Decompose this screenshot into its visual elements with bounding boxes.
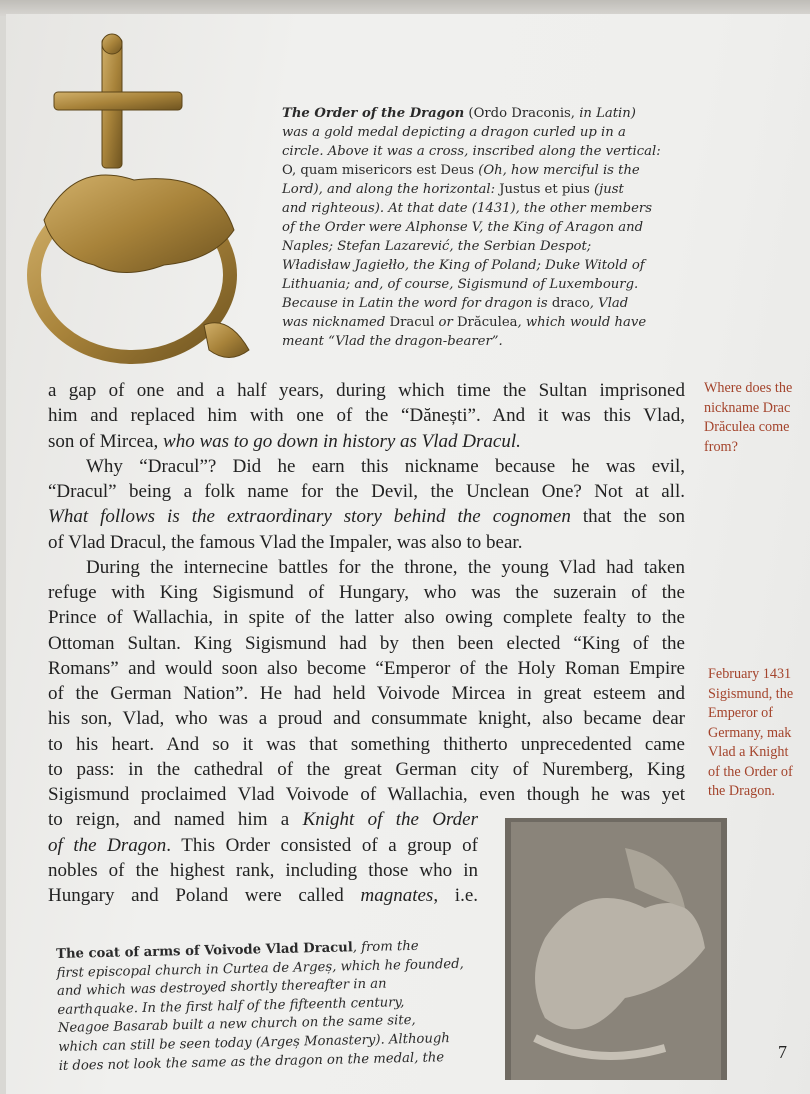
text-segment: to reign, and named him a [48,809,303,831]
text-line [48,403,685,428]
text-segment: his son, Vlad, who was a proud and consummate knight, also became dear [48,708,685,730]
text-line [48,429,685,454]
text-line [282,180,682,199]
text-segment: (Ordo Draconis, [464,106,580,121]
medal-caption [282,104,682,351]
text-segment: Władisław Jagiełło, the King of Poland; Duke Witold of [282,258,645,273]
margin-note-line: Vlad a Knight [708,744,789,760]
text-segment: Romans” and would soon also become “Emperor of the Holy Roman Empire [48,657,685,679]
text-line [48,681,685,706]
text-segment: Because in Latin the word for dragon is [282,296,552,311]
text-line [48,732,685,757]
text-segment: that the son [570,506,685,528]
text-segment: it does not look the same as the dragon on the medal, the [58,1049,445,1074]
text-line [48,580,685,605]
text-line [282,123,682,142]
text-segment: earthquake. In the first half of the fifteenth century, [57,994,405,1018]
text-segment: Sigismund proclaimed Vlad Voivode of Wallachia, even though he was yet [48,784,685,805]
margin-note-line: Drăculea come [704,419,790,435]
text-line [282,142,682,161]
text-segment: of the Dragon [48,834,167,856]
text-line [282,218,682,237]
margin-note-line: Where does the [704,380,793,396]
text-segment: The Order of the Dragon [282,106,465,121]
text-segment: (just [593,182,624,197]
margin-note-line: the Dragon. [708,783,775,799]
text-line [282,332,682,351]
text-segment: Lithuania; and, of course, Sigismund of Luxembourg. [282,277,639,292]
text-line [282,104,682,123]
text-segment: Dracul [389,315,435,330]
text-segment: refuge with King Sigismund of Hungary, who was the suzerain of the [48,582,685,603]
text-segment: of the Order were Alphonse V, the King of Aragon and [282,220,644,235]
order-of-the-dragon-medal-image [14,30,264,370]
text-segment: Neagoe Basarab built a new church on the same site, [57,1013,416,1037]
text-segment: or [434,315,457,330]
margin-note-nickname [704,379,792,457]
coat-of-arms-caption [56,937,466,1076]
text-line [48,656,685,681]
text-segment: draco [551,296,590,311]
text-segment: Justus et pius [499,182,594,197]
text-segment: “Dracul” being a folk name for the Devil, the Unclean One? Not at all. [48,481,685,502]
margin-note-line: Germany, mak [708,724,792,741]
text-segment: and righteous). At that date (1431), the other members [282,201,652,216]
text-line [48,378,685,403]
margin-note-line: of the Order of [708,763,793,780]
text-line [48,782,685,807]
text-segment: , from the [352,938,419,956]
text-segment: was nicknamed [282,315,390,330]
text-line [48,530,685,555]
text-segment: , i.e. [433,885,478,906]
text-line [48,883,478,908]
text-segment: Why “Dracul”? Did he earn this nickname because he was evil, [86,455,685,477]
text-line [282,313,682,332]
text-line [282,161,682,180]
text-segment: , which would have [517,315,647,330]
text-segment: Lord), and along the horizontal: [282,182,500,197]
text-line [48,757,685,782]
text-segment: circle. Above it was a cross, inscribed along the vertical: [282,144,661,159]
text-segment: who was to go down in history as Vlad Dracul. [163,430,521,452]
text-line [48,479,685,504]
text-segment: and which was destroyed shortly thereafter in an [56,976,387,1000]
text-segment: nobles of the highest rank, including those who in [48,859,478,881]
text-segment: What follows is the extraordinary story behind the cognomen [48,506,571,528]
text-line [282,237,682,256]
margin-note-line: Emperor of [708,705,774,721]
text-segment: was a gold medal depicting a dragon curled up in a [282,125,626,140]
text-line [48,504,685,529]
margin-note-february-1431 [708,665,793,802]
text-segment: The coat of arms of Voivode Vlad Dracul [56,940,353,962]
text-line [282,275,682,294]
margin-note-line: from? [704,438,738,455]
text-line [48,631,685,656]
text-segment: Knight of the Order [302,809,479,831]
margin-note-line: Sigismund, the [708,685,794,702]
text-segment: (Oh, how merciful is the [478,163,640,178]
text-segment: , Vlad [589,296,629,311]
text-segment: to pass: in the cathedral of the great German city of Nuremberg, King [48,758,685,780]
text-segment: of Vlad Dracul, the famous Vlad the Impaler, was also to bear. [48,531,523,553]
text-segment: . This Order consisted of a group of [166,834,478,856]
coat-of-arms-relief-image [505,818,727,1080]
text-segment: a gap of one and a half years, during which time the Sultan imprisoned [48,380,685,401]
text-segment: first episcopal church in Curtea de Argeș, which he founded, [56,956,464,981]
text-segment: Ottoman Sultan. King Sigismund had by then been elected “King of the [48,632,685,654]
page-number: 7 [778,1042,787,1062]
text-line [48,858,478,883]
text-line [48,454,685,479]
text-segment: to his heart. And so it was that something thitherto unprecedented came [48,733,685,755]
text-line [282,256,682,275]
text-segment: son of Mircea, [48,430,164,452]
text-line [48,807,478,832]
text-segment: meant “Vlad the dragon-bearer”. [282,334,503,349]
text-segment: During the internecine battles for the throne, the young Vlad had taken [86,556,685,578]
text-segment: which can still be seen today (Argeș Monastery). Although [58,1031,451,1055]
margin-note-line: nickname Drac [704,399,791,416]
text-line [282,294,682,313]
text-segment: in Latin) [579,106,636,121]
text-line [48,555,685,580]
text-line [282,199,682,218]
text-segment: him and replaced him with one of the “Dănești”. And it was this Vlad, [48,405,685,427]
text-segment: Drăculea [456,315,518,330]
text-line [48,833,478,858]
text-segment: Hungary and Poland were called [48,885,361,906]
text-line [48,706,685,731]
text-segment: magnates [360,885,434,906]
text-segment: O, quam misericors est Deus [282,163,479,178]
text-segment: of the German Nation”. He had held Voivode Mircea in great esteem and [48,683,685,704]
text-line [48,605,685,630]
margin-note-line: February 1431 [708,666,792,682]
text-segment: Naples; Stefan Lazarević, the Serbian Despot; [282,239,592,254]
text-segment: Prince of Wallachia, in spite of the latter also owing complete fealty to the [48,607,685,629]
